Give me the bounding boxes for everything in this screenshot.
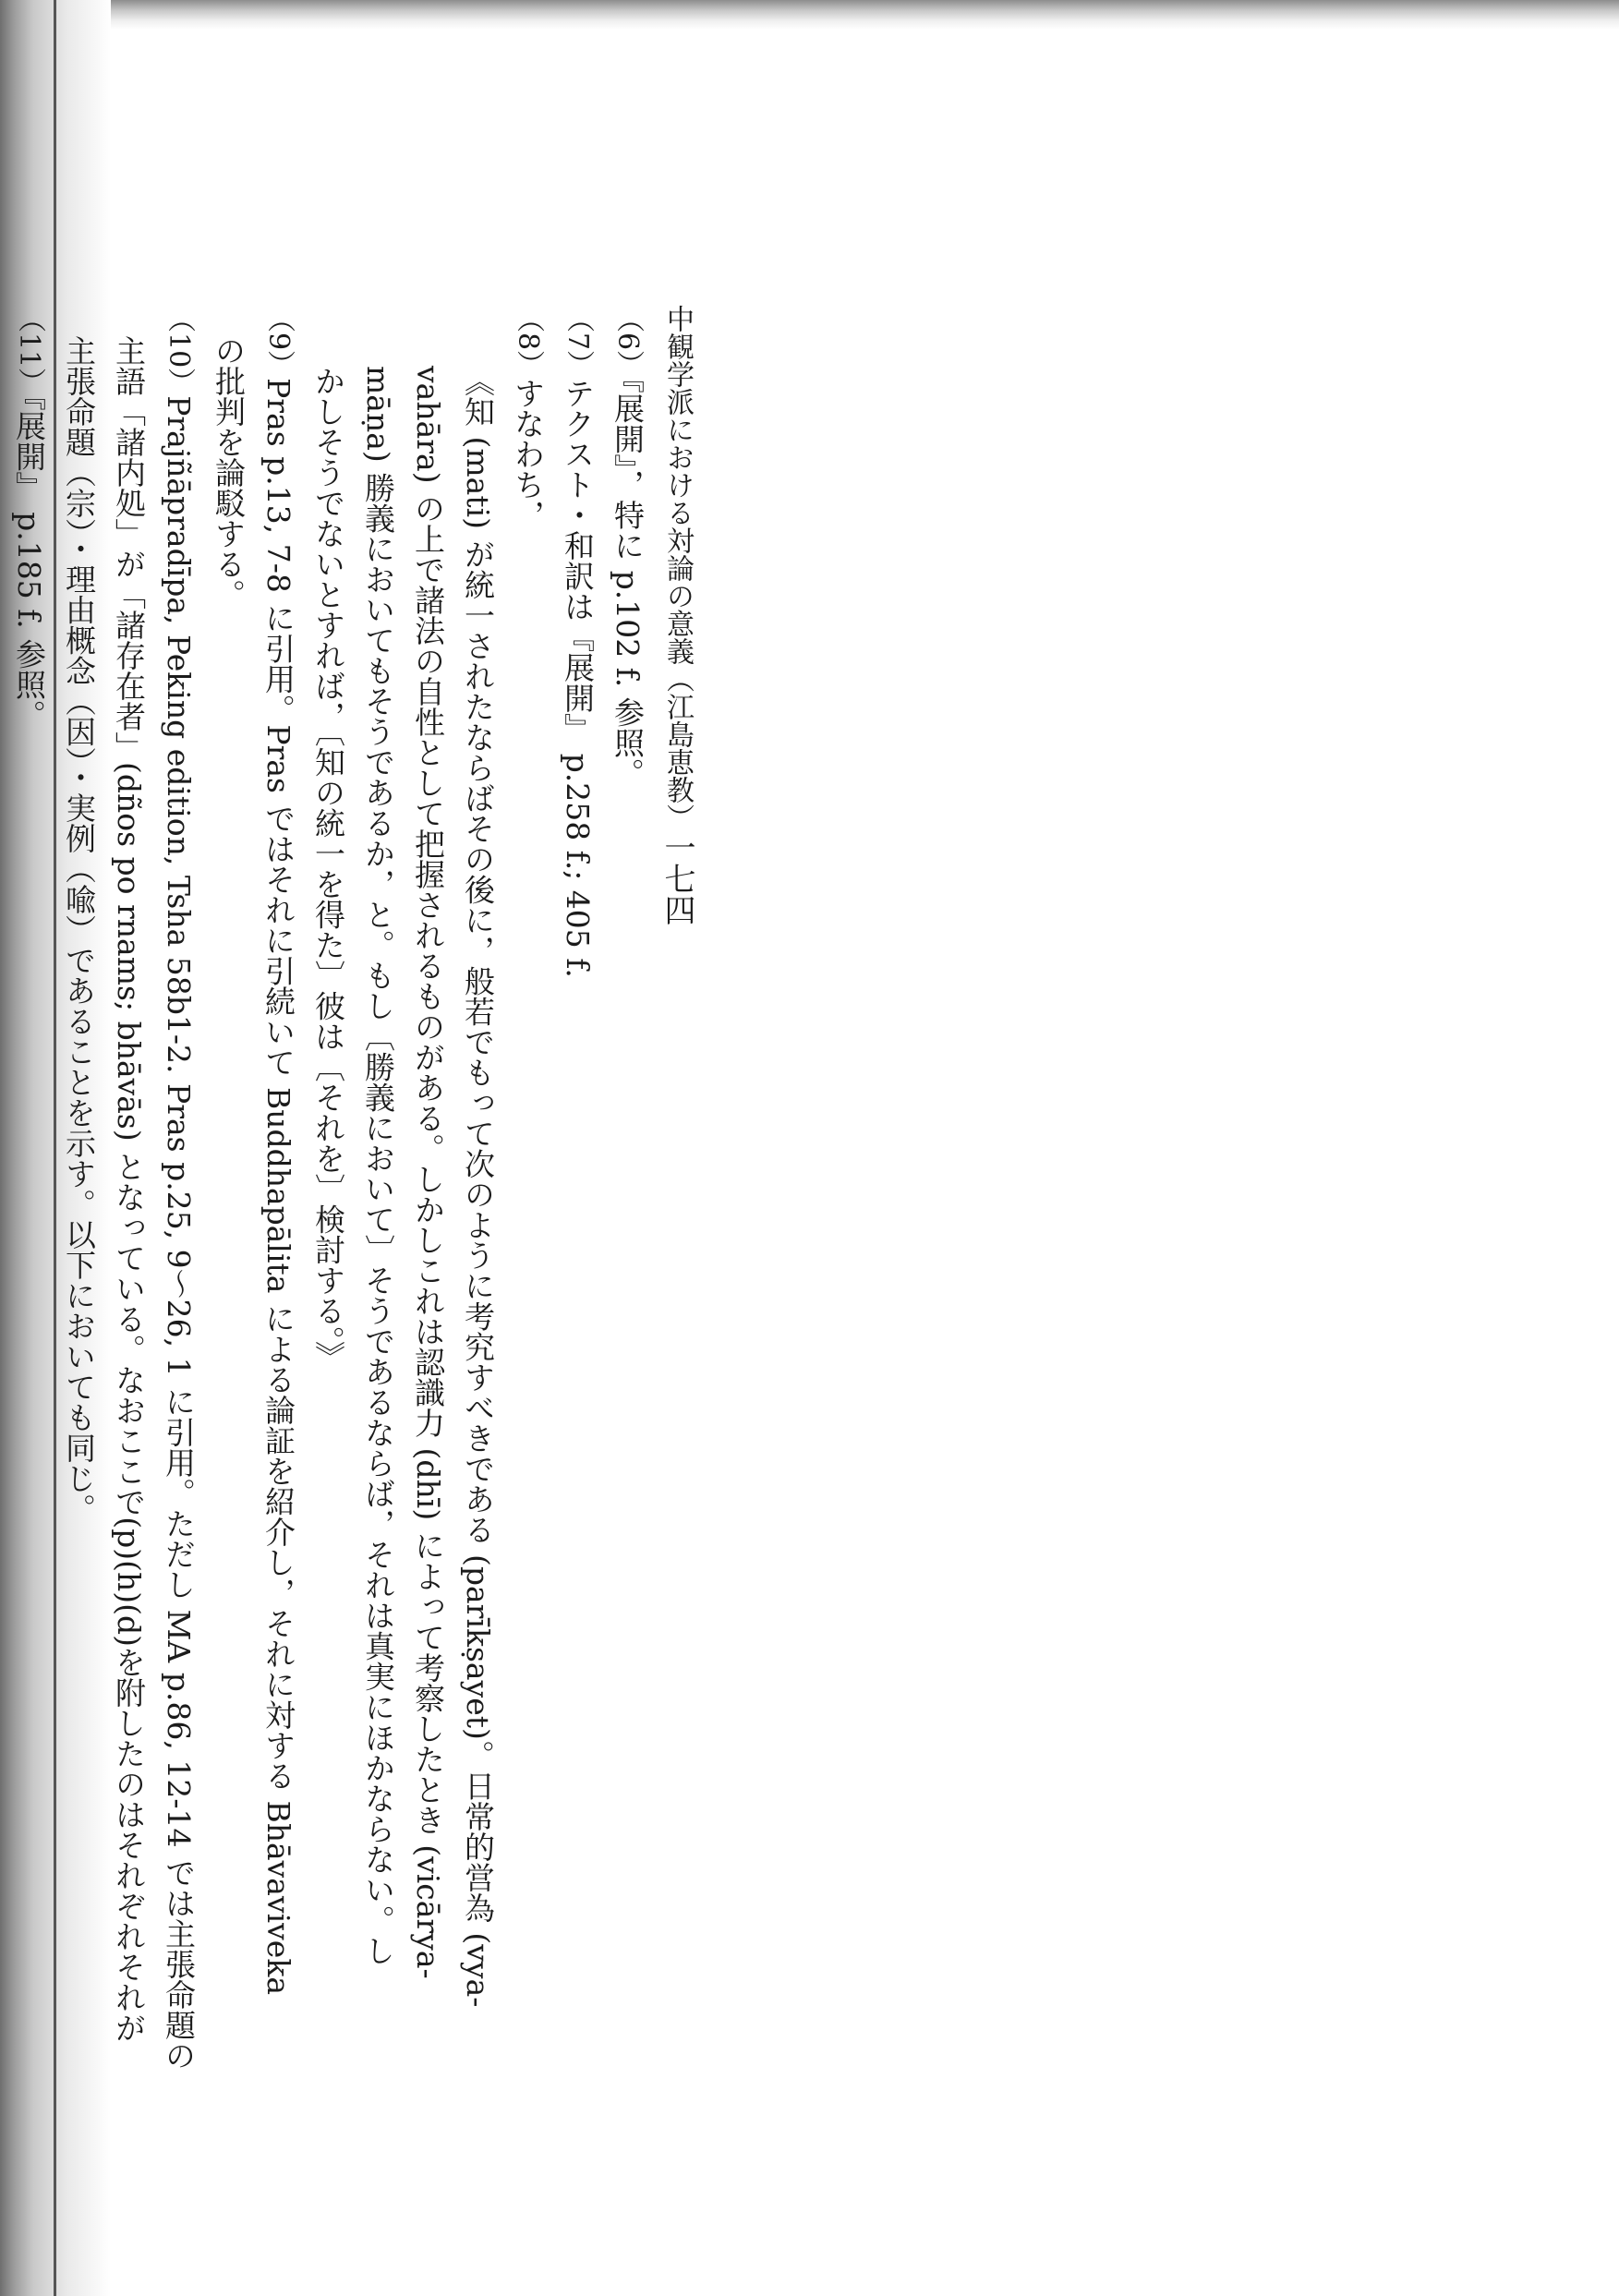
note-8-quote-line-2: vahāra) の上で諸法の自性として把握されるものがある。しかしこれは認識力 (dhī) によって考察したとき (vicārya-: [410, 366, 446, 1979]
note-11: （11）『展開』 p.185 f. 参照。: [11, 305, 47, 731]
note-8-quote-line-3: māṇa) 勝義においてもそうであるか，と。もし〔勝義において〕そうであるならば，それは真実にほかならない。し: [360, 366, 396, 1966]
note-6: （6）『展開』，特に p.102 f. 参照。: [610, 305, 646, 789]
note-7: （7）テクスト・和訳は『展開』 p.258 f.; 405 f.: [560, 305, 596, 978]
note-8: （8）すなわち，: [510, 305, 546, 531]
note-10: （10）Prajñāpradīpa, Peking edition, Tsha 58b1-2. Pras p.25, 9～26, 1 に引用。ただし MA p.86, 12-14 では主張命題の: [161, 305, 197, 2071]
vertical-text-block: [0, 305, 1496, 2071]
note-10-cont-2: 主張命題（宗）・理由概念（因）・実例（喩）であることを示す。以下においても同じ。: [61, 335, 97, 1524]
note-9-cont: の批判を論駁する。: [211, 335, 247, 610]
running-title: 中観学派における対論の意義（江島恵教）: [661, 305, 694, 831]
page-number: 一七四: [658, 831, 695, 925]
note-8-quote-line-4: かしそうでないとすれば，〔知の統一を得た〕彼は〔それを〕検討する。》: [310, 366, 346, 1372]
note-10-cont-1: 主語「諸内処」が「諸存在者」(dños po rnams; bhāvās) となっている。なおここで(p)(h)(d)を附したのはそれぞれそれが: [111, 335, 147, 2043]
note-12: [0, 305, 4, 2060]
running-head: [652, 305, 1496, 2060]
note-9: （9）Pras p.13, 7-8 に引用。Pras ではそれに引続いて Buddhapālita による論証を紹介し，それに対する Bhāvaviveka: [260, 305, 296, 1995]
scan-shadow-top: [0, 0, 1619, 30]
note-8-quote-line-1: 《知 (mati) が統一されたならばその後に，般若でもって次のように考究すべきである (parīkṣayet)。日常的営為 (vya-: [460, 366, 496, 2008]
document-page: [11, 305, 1496, 2152]
